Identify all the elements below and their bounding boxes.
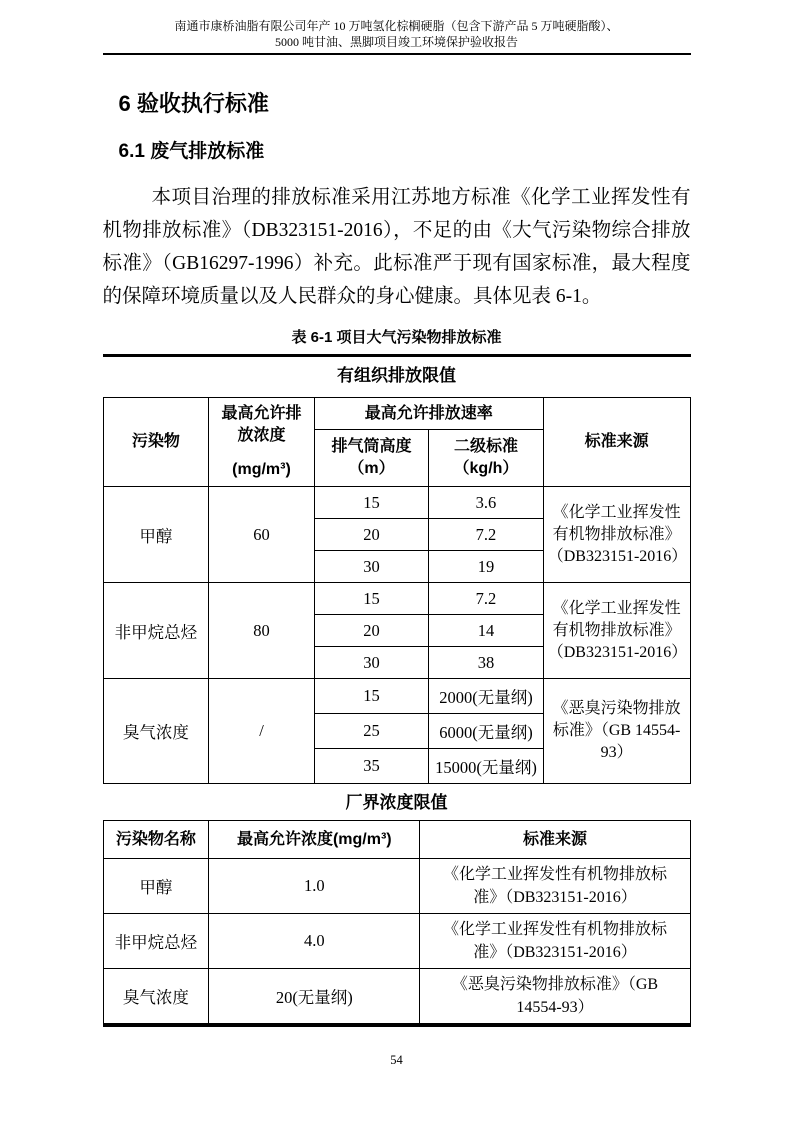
rate-value-cell: 7.2 <box>429 583 543 615</box>
pollutant-cell: 甲醇 <box>103 487 209 583</box>
stack-height-cell: 15 <box>314 679 428 714</box>
max-concentration-line1: 最高允许排 <box>221 405 302 423</box>
organized-emission-table <box>103 397 691 784</box>
rate-value-cell: 19 <box>429 551 543 583</box>
concentration-cell: 4.0 <box>209 914 420 969</box>
pollutant-cell: 甲醇 <box>103 859 209 914</box>
rate-value-cell: 15000(无量纲) <box>429 749 543 784</box>
col-secondary-standard-header <box>429 430 543 487</box>
rate-value-cell: 14 <box>429 615 543 647</box>
organized-section-title: 有组织排放限值 <box>337 366 456 386</box>
table-row <box>103 859 690 914</box>
stack-height-line2: （m） <box>348 460 395 478</box>
section-heading: 6 验收执行标准 <box>118 91 269 116</box>
source-cell: 《化学工业挥发性有机物排放标准》（DB323151-2016） <box>543 583 690 679</box>
table-row <box>103 969 690 1024</box>
col-max-concentration-header: 最高允许浓度(mg/m³) <box>209 821 420 859</box>
page-number: 54 <box>390 1053 403 1068</box>
rate-value-cell: 7.2 <box>429 519 543 551</box>
col-source-header: 标准来源 <box>420 821 690 859</box>
secondary-standard-line1: 二级标准 <box>453 438 518 456</box>
stack-height-cell: 25 <box>314 714 428 749</box>
table-row <box>103 487 690 519</box>
source-cell: 《化学工业挥发性有机物排放标准》（DB323151-2016） <box>420 914 690 969</box>
emission-tables-wrapper <box>103 354 691 1027</box>
pollutant-cell: 非甲烷总烃 <box>103 914 209 969</box>
source-cell: 《恶臭污染物排放标准》（GB 14554-93） <box>420 969 690 1024</box>
rate-value-cell: 2000(无量纲) <box>429 679 543 714</box>
source-cell: 《化学工业挥发性有机物排放标准》（DB323151-2016） <box>543 487 690 583</box>
rate-value-cell: 3.6 <box>429 487 543 519</box>
boundary-concentration-table <box>103 820 691 1024</box>
col-pollutant-header: 污染物 <box>103 398 209 487</box>
stack-height-cell: 30 <box>314 551 428 583</box>
source-cell: 《恶臭污染物排放标准》（GB 14554-93） <box>543 679 690 784</box>
stack-height-cell: 15 <box>314 487 428 519</box>
stack-height-line1: 排气筒高度 <box>331 438 412 456</box>
body-paragraph: 本项目治理的排放标准采用江苏地方标准《化学工业挥发性有机物排放标准》（DB323151-2016），不足的由《大气污染物综合排放标准》（GB16297-1996）补充。此标准严于现有国家标准，最大程度的保障环境质量以及人民群众的身心健康。具体见表 6-1。 <box>102 187 691 308</box>
table-row <box>103 679 690 714</box>
col-stack-height-header <box>314 430 428 487</box>
page-header-line1: 南通市康桥油脂有限公司年产 10 万吨氢化棕榈硬脂（包含下游产品 5 万吨硬脂酸）、 <box>174 19 619 33</box>
table-caption: 表 6-1 项目大气污染物排放标准 <box>291 329 502 347</box>
page-header <box>0 0 793 50</box>
stack-height-cell: 20 <box>314 615 428 647</box>
page-content <box>103 91 691 1068</box>
concentration-cell: 80 <box>209 583 315 679</box>
concentration-cell: 20(无量纲) <box>209 969 420 1024</box>
pollutant-cell: 非甲烷总烃 <box>103 583 209 679</box>
source-cell: 《化学工业挥发性有机物排放标准》（DB323151-2016） <box>420 859 690 914</box>
page-header-line2: 5000 吨甘油、黑脚项目竣工环境保护验收报告 <box>274 35 518 49</box>
stack-height-cell: 30 <box>314 647 428 679</box>
stack-height-cell: 15 <box>314 583 428 615</box>
max-concentration-unit: (mg/m³) <box>232 461 291 479</box>
pollutant-cell: 臭气浓度 <box>103 969 209 1024</box>
concentration-cell: 60 <box>209 487 315 583</box>
col-pollutant-name-header: 污染物名称 <box>103 821 209 859</box>
col-max-concentration-header <box>209 398 315 487</box>
table-header-row <box>103 398 690 430</box>
boundary-section-title: 厂界浓度限值 <box>345 793 448 813</box>
table-row <box>103 583 690 615</box>
secondary-standard-line2: （kg/h） <box>453 460 519 478</box>
rate-value-cell: 38 <box>429 647 543 679</box>
header-rule <box>103 53 691 55</box>
col-max-rate-header: 最高允许排放速率 <box>314 398 543 430</box>
concentration-cell: 1.0 <box>209 859 420 914</box>
stack-height-cell: 20 <box>314 519 428 551</box>
concentration-cell: / <box>209 679 315 784</box>
col-source-header: 标准来源 <box>543 398 690 487</box>
stack-height-cell: 35 <box>314 749 428 784</box>
pollutant-cell: 臭气浓度 <box>103 679 209 784</box>
max-concentration-line2: 放浓度 <box>237 427 286 445</box>
table-row <box>103 914 690 969</box>
rate-value-cell: 6000(无量纲) <box>429 714 543 749</box>
table-header-row <box>103 821 690 859</box>
subsection-heading: 6.1 废气排放标准 <box>118 141 265 163</box>
